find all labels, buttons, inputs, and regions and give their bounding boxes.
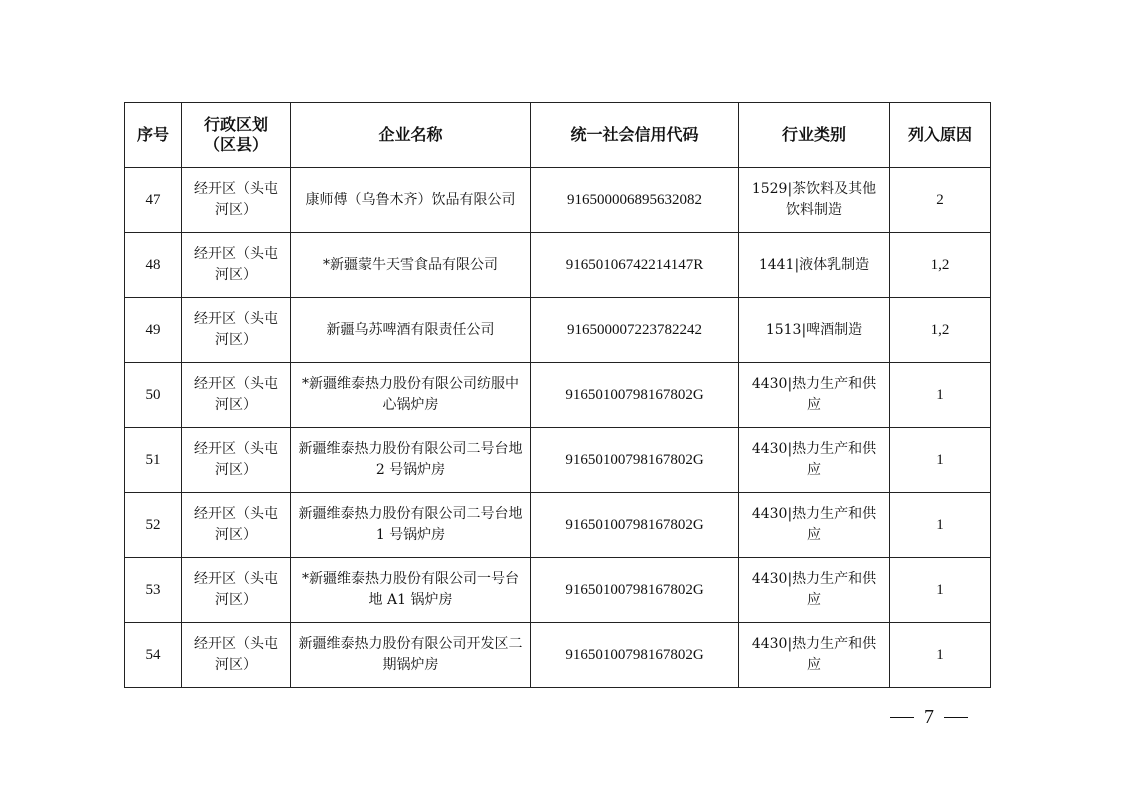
cell-reason: 2: [890, 168, 991, 233]
cell-seq: 47: [125, 168, 182, 233]
cell-reason: 1,2: [890, 298, 991, 363]
footer-right-dash: [944, 717, 968, 718]
table-row: [125, 493, 991, 558]
cell-credit-code: 91650100798167802G: [531, 623, 739, 688]
cell-district: 经开区（头屯河区）: [182, 558, 291, 623]
table-row: [125, 298, 991, 363]
cell-district: 经开区（头屯河区）: [182, 363, 291, 428]
cell-company: *新疆维泰热力股份有限公司纺服中心锅炉房: [291, 363, 531, 428]
cell-industry: 1441|液体乳制造: [739, 233, 890, 298]
cell-credit-code: 91650100798167802G: [531, 363, 739, 428]
cell-district: 经开区（头屯河区）: [182, 428, 291, 493]
page-number: 7: [924, 706, 934, 728]
cell-credit-code: 91650100798167802G: [531, 558, 739, 623]
cell-district: 经开区（头屯河区）: [182, 298, 291, 363]
table-row: [125, 623, 991, 688]
cell-district: 经开区（头屯河区）: [182, 168, 291, 233]
cell-industry: 1529|茶饮料及其他饮料制造: [739, 168, 890, 233]
cell-industry: 4430|热力生产和供应: [739, 558, 890, 623]
cell-seq: 50: [125, 363, 182, 428]
cell-company: 新疆维泰热力股份有限公司二号台地 2 号锅炉房: [291, 428, 531, 493]
cell-seq: 51: [125, 428, 182, 493]
header-district: [182, 103, 291, 168]
cell-industry: 1513|啤酒制造: [739, 298, 890, 363]
cell-company: *新疆蒙牛天雪食品有限公司: [291, 233, 531, 298]
cell-seq: 54: [125, 623, 182, 688]
header-company: 企业名称: [291, 103, 531, 168]
cell-company: 新疆维泰热力股份有限公司开发区二期锅炉房: [291, 623, 531, 688]
cell-company: 新疆维泰热力股份有限公司二号台地 1 号锅炉房: [291, 493, 531, 558]
enterprise-list-table: [124, 102, 991, 688]
header-credit-code: 统一社会信用代码: [531, 103, 739, 168]
page-footer: [890, 706, 1000, 729]
cell-reason: 1: [890, 363, 991, 428]
cell-district: 经开区（头屯河区）: [182, 623, 291, 688]
header-seq: 序号: [125, 103, 182, 168]
cell-seq: 53: [125, 558, 182, 623]
cell-reason: 1: [890, 558, 991, 623]
cell-seq: 52: [125, 493, 182, 558]
cell-reason: 1: [890, 493, 991, 558]
cell-credit-code: 916500007223782242: [531, 298, 739, 363]
cell-district: 经开区（头屯河区）: [182, 493, 291, 558]
cell-reason: 1: [890, 428, 991, 493]
cell-reason: 1: [890, 623, 991, 688]
table-row: [125, 363, 991, 428]
cell-industry: 4430|热力生产和供应: [739, 493, 890, 558]
cell-industry: 4430|热力生产和供应: [739, 623, 890, 688]
table-row: [125, 168, 991, 233]
table-row: [125, 233, 991, 298]
table-row: [125, 558, 991, 623]
cell-seq: 49: [125, 298, 182, 363]
cell-reason: 1,2: [890, 233, 991, 298]
cell-credit-code: 91650100798167802G: [531, 493, 739, 558]
cell-seq: 48: [125, 233, 182, 298]
cell-district: 经开区（头屯河区）: [182, 233, 291, 298]
cell-credit-code: 91650106742214147R: [531, 233, 739, 298]
cell-industry: 4430|热力生产和供应: [739, 428, 890, 493]
header-reason: 列入原因: [890, 103, 991, 168]
table-header-row: [125, 103, 991, 168]
cell-industry: 4430|热力生产和供应: [739, 363, 890, 428]
cell-company: *新疆维泰热力股份有限公司一号台地 A1 锅炉房: [291, 558, 531, 623]
header-industry: 行业类别: [739, 103, 890, 168]
cell-credit-code: 91650100798167802G: [531, 428, 739, 493]
cell-company: 康师傅（乌鲁木齐）饮品有限公司: [291, 168, 531, 233]
header-district-text: 行政区划 （区县）: [203, 115, 268, 154]
cell-credit-code: 916500006895632082: [531, 168, 739, 233]
table-row: [125, 428, 991, 493]
cell-company: 新疆乌苏啤酒有限责任公司: [291, 298, 531, 363]
footer-left-dash: [890, 717, 914, 718]
